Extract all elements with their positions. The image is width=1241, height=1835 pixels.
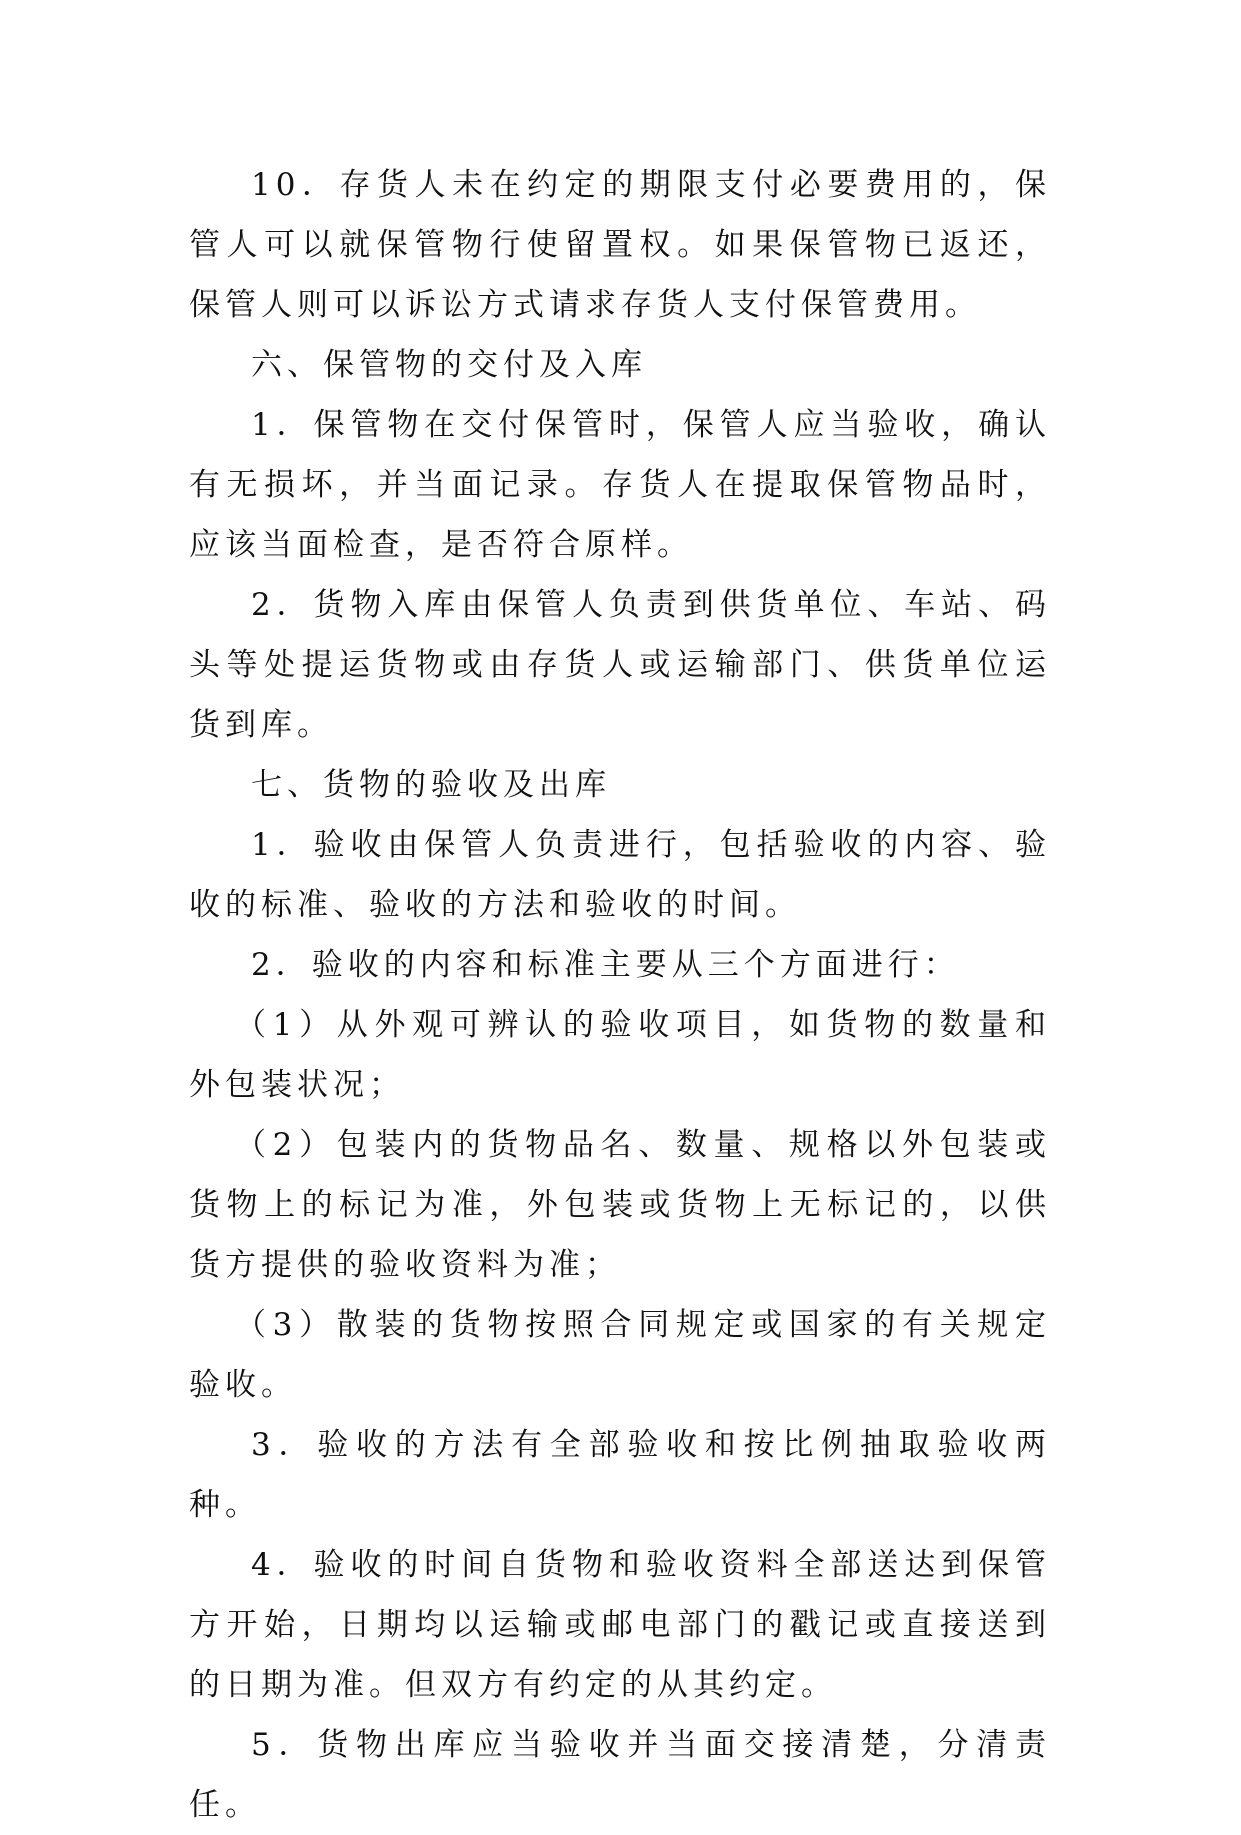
- paragraph-inspection-method: 3．验收的方法有全部验收和按比例抽取验收两种。: [189, 1427, 1051, 1523]
- list-item-inspection-packaging: （2）包装内的货物品名、数量、规格以外包装或货物上的标记为准，外包装或货物上无标记的，以供货方提供的验收资料为准；: [189, 1127, 1051, 1283]
- paragraph-inspection-content: 2．验收的内容和标准主要从三个方面进行：: [251, 947, 960, 983]
- paragraph-delivery-inspection: 1．保管物在交付保管时，保管人应当验收，确认有无损坏，并当面记录。存货人在提取保管物品时，应该当面检查，是否符合原样。: [189, 407, 1051, 563]
- section-heading-delivery-storage: 六、保管物的交付及入库: [251, 347, 647, 383]
- paragraph-goods-warehousing: 2．货物入库由保管人负责到供货单位、车站、码头等处提运货物或由存货人或运输部门、供货单位运货到库。: [189, 587, 1051, 743]
- paragraph-outbound-handover: 5．货物出库应当验收并当面交接清楚，分清责任。: [189, 1727, 1051, 1823]
- paragraph-storage-fee-lien: 10．存货人未在约定的期限支付必要费用的，保管人可以就保管物行使留置权。如果保管物已返还，保管人则可以诉讼方式请求存货人支付保管费用。: [189, 167, 1051, 323]
- section-heading-inspection-outbound: 七、货物的验收及出库: [251, 767, 611, 803]
- list-item-inspection-bulk: （3）散装的货物按照合同规定或国家的有关规定验收。: [189, 1307, 1051, 1403]
- paragraph-inspection-time: 4．验收的时间自货物和验收资料全部送达到保管方开始，日期均以运输或邮电部门的戳记或直接送到的日期为准。但双方有约定的从其约定。: [189, 1547, 1051, 1703]
- list-item-inspection-appearance: （1）从外观可辨认的验收项目，如货物的数量和外包装状况；: [189, 1007, 1051, 1103]
- document-body: [189, 155, 1051, 1835]
- paragraph-inspection-responsibility: 1．验收由保管人负责进行，包括验收的内容、验收的标准、验收的方法和验收的时间。: [189, 827, 1051, 923]
